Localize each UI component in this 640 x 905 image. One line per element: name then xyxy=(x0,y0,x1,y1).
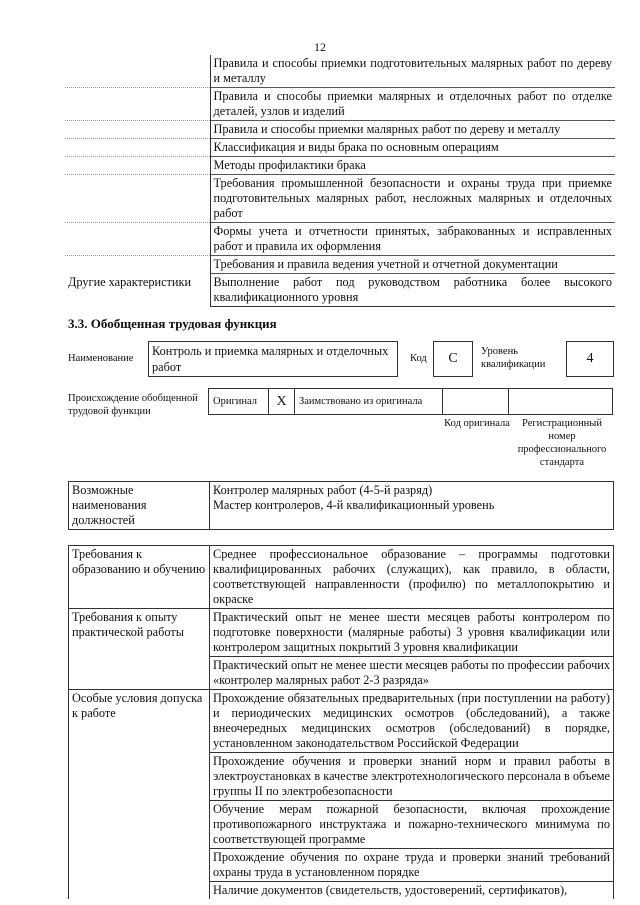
possible-names-values xyxy=(210,482,614,530)
origin-table xyxy=(208,388,613,415)
table-row xyxy=(69,690,614,753)
knowledge-item: Требования и правила ведения учетной и отчетной документации xyxy=(210,256,615,274)
knowledge-item: Правила и способы приемки малярных и отделочных работ по отделке деталей, узлов и изделий xyxy=(210,88,615,121)
original-code-cell xyxy=(443,389,509,415)
possible-name: Мастер контролеров, 4-й квалификационный уровень xyxy=(213,498,495,512)
knowledge-item: Методы профилактики брака xyxy=(210,157,615,175)
table-row xyxy=(69,546,614,609)
requirements-table xyxy=(68,545,614,899)
original-code-caption: Код оригинала xyxy=(444,418,510,429)
other-characteristics-label: Другие характеристики xyxy=(65,274,210,307)
table-row xyxy=(69,609,614,657)
special-condition: Прохождение обучения по охране труда и проверки знаний требований охраны труда в установленном порядке xyxy=(210,849,614,882)
table-row xyxy=(65,121,615,139)
table-row xyxy=(65,157,615,175)
knowledge-item: Правила и способы приемки малярных работ по дереву и металлу xyxy=(210,121,615,139)
possible-names-label: Возможные наименования должностей xyxy=(69,482,210,530)
knowledge-item: Классификация и виды брака по основным операциям xyxy=(210,139,615,157)
possible-names-table xyxy=(68,481,614,530)
qualification-level-box: 4 xyxy=(566,341,614,377)
code-label: Код xyxy=(410,353,427,364)
section-title: 3.3. Обобщенная трудовая функция xyxy=(68,316,277,331)
code-value-box: C xyxy=(433,341,473,377)
experience-requirement: Практический опыт не менее шести месяцев работы по профессии рабочих «контролер малярных работ 2-3 разряда» xyxy=(210,657,614,690)
education-requirement: Среднее профессиональное образование – программы подготовки квалифицированных рабочих (служащих), как правило, в области, соответствующей направленности (профилю) по металлопокрытию и окраске xyxy=(210,546,614,609)
table-row xyxy=(65,175,615,223)
special-conditions-label: Особые условия допуска к работе xyxy=(69,690,210,900)
education-requirements-label: Требования к образованию и обучению xyxy=(69,546,210,609)
origin-label: Происхождение обобщенной трудовой функции xyxy=(68,393,198,417)
page-number: 12 xyxy=(314,40,326,54)
experience-requirements-label: Требования к опыту практической работы xyxy=(69,609,210,690)
special-condition: Прохождение обучения и проверки знаний норм и правил работы в электроустановках в качестве электротехнологического персонала в объеме группы II по электробезопасности xyxy=(210,753,614,801)
knowledge-table-continuation xyxy=(65,55,615,307)
original-label: Оригинал xyxy=(209,389,269,415)
knowledge-item: Правила и способы приемки подготовительных малярных работ по дереву и металлу xyxy=(210,55,615,88)
table-row xyxy=(65,139,615,157)
other-characteristics-value: Выполнение работ под руководством работника более высокого квалификационного уровня xyxy=(210,274,615,307)
qualification-level-label: Уровень квалификации xyxy=(481,346,546,370)
possible-name: Контролер малярных работ (4-5-й разряд) xyxy=(213,483,433,497)
registration-number-caption: Регистрационный номер профессионального стандарта xyxy=(517,418,607,468)
borrowed-label: Заимствовано из оригинала xyxy=(295,389,443,415)
table-row xyxy=(65,223,615,256)
table-row xyxy=(65,274,615,307)
experience-requirement: Практический опыт не менее шести месяцев работы контролером по подготовке поверхности (малярные работы) 3 уровня квалификации или контролером защитных покрытий 3 уровня квалификации xyxy=(210,609,614,657)
table-row xyxy=(65,256,615,274)
special-condition: Обучение мерам пожарной безопасности, включая прохождение противопожарного инструктажа и пожарно-технического минимума по соответствующей программе xyxy=(210,801,614,849)
table-row xyxy=(65,88,615,121)
function-name-box: Контроль и приемка малярных и отделочных работ xyxy=(148,341,398,377)
table-row xyxy=(69,482,614,530)
knowledge-item: Требования промышленной безопасности и охраны труда при приемке подготовительных малярных работ, несложных малярных и отделочных работ xyxy=(210,175,615,223)
table-row xyxy=(209,389,613,415)
special-condition: Прохождение обязательных предварительных (при поступлении на работу) и периодических медицинских осмотров (обследований), а также внеочередных медицинских осмотров (обследований) в порядке, установленном законодательством Российской Федерации xyxy=(210,690,614,753)
table-row xyxy=(65,55,615,88)
special-condition: Наличие документов (свидетельств, удостоверений, сертификатов), xyxy=(210,882,614,900)
naming-label: Наименование xyxy=(68,353,134,364)
knowledge-item: Формы учета и отчетности принятых, забракованных и исправленных работ и правила их оформления xyxy=(210,223,615,256)
original-mark: X xyxy=(269,389,295,415)
registration-number-cell xyxy=(509,389,613,415)
